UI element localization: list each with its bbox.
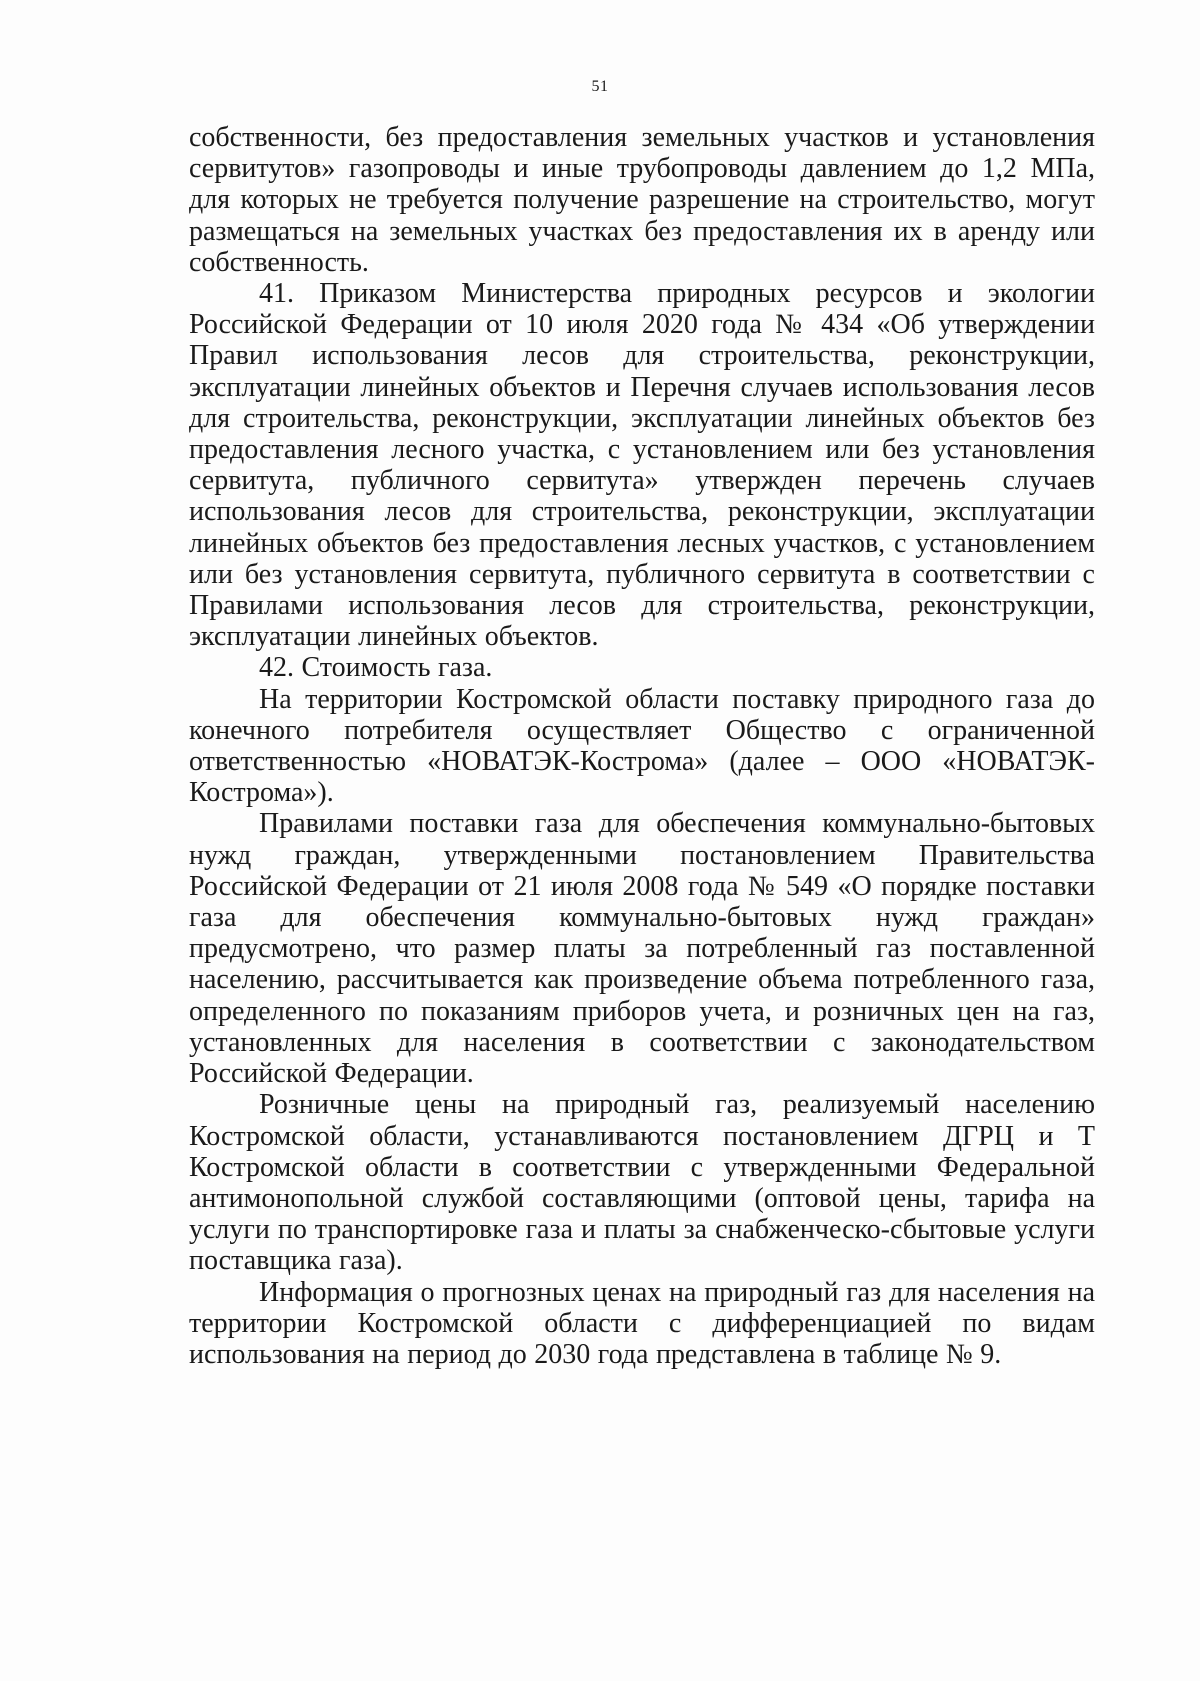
paragraph-41-forest-use-order: 41. Приказом Министерства природных ресурсов и экологии Российской Федерации от 10 июля 2020 года № 434 «Об утверждении Правил использования лесов для строительства, реконструкции, эксплуатации линейных объектов и Перечня случаев использования лесов для строительства, реконструкции, эксплуатации линейных объектов без предоставления лесного участка, с установлением или без установления сервитута, публичного сервитута» утвержден перечень случаев использования лесов для строительства, реконструкции, эксплуатации линейных объектов без предоставления лесных участков, с установлением или без установления сервитута, публичного сервитута в соответствии с Правилами использования лесов для строительства, реконструкции, эксплуатации линейных объектов. [189, 278, 1095, 653]
paragraph-42-heading-gas-cost: 42. Стоимость газа. [259, 652, 493, 684]
paragraph-retail-gas-prices: Розничные цены на природный газ, реализуемый населению Костромской области, устанавливаются постановлением ДГРЦ и Т Костромской области в соответствии с утвержденными Федеральной антимонопольной службой составляющими (оптовой цены, тарифа на услуги по транспортировке газа и платы за снабженческо-сбытовые услуги поставщика газа). [189, 1089, 1095, 1277]
paragraph-forecast-prices-table-ref: Информация о прогнозных ценах на природный газ для населения на территории Костромской области с дифференциацией по видам использования на период до 2030 года представлена в таблице № 9. [189, 1276, 1095, 1370]
document-body [189, 122, 1095, 1370]
paragraph-gas-supplier: На территории Костромской области поставку природного газа до конечного потребителя осуществляет Общество с ограниченной ответственностью «НОВАТЭК-Кострома» (далее – ООО «НОВАТЭК-Кострома»). [189, 683, 1095, 809]
paragraph-ownership-continuation: собственности, без предоставления земельных участков и установления сервитутов» газопроводы и иные трубопроводы давлением до 1,2 МПа, для которых не требуется получение разрешение на строительство, могут размещаться на земельных участках без предоставления их в аренду или собственность. [189, 122, 1095, 278]
page-number: 51 [591, 78, 609, 95]
paragraph-gas-supply-rules: Правилами поставки газа для обеспечения коммунально-бытовых нужд граждан, утвержденными постановлением Правительства Российской Федерации от 21 июля 2008 года № 549 «О порядке поставки газа для обеспечения коммунально-бытовых нужд граждан» предусмотрено, что размер платы за потребленный газ поставленной населению, рассчитывается как произведение объема потребленного газа, определенного по показаниям приборов учета, и розничных цен на газ, установленных для населения в соответствии с законодательством Российской Федерации. [189, 808, 1095, 1090]
